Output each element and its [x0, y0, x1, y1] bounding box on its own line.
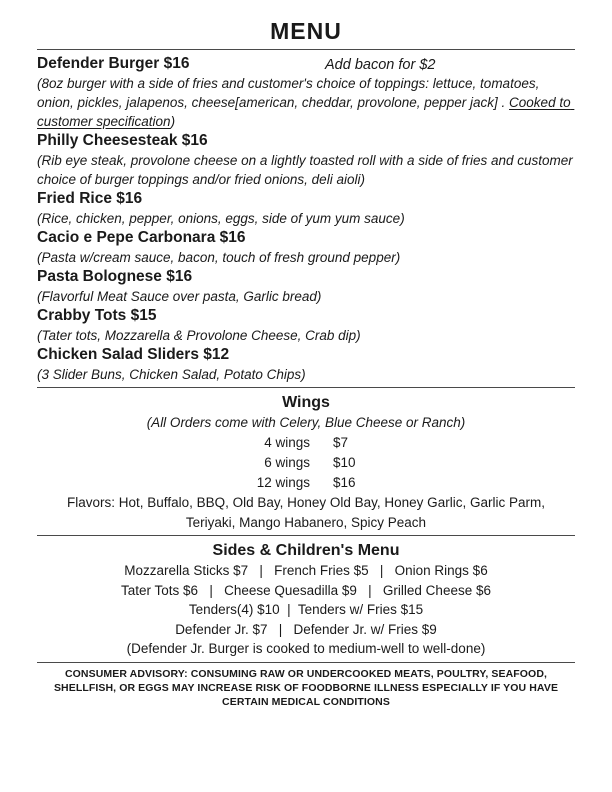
wings-flavors-line: Teriyaki, Mango Habanero, Spicy Peach — [185, 514, 427, 530]
item-name: Crabby Tots $15 — [37, 307, 157, 324]
wings-qty: 12 wings — [256, 475, 310, 490]
advisory-line: CERTAIN MEDICAL CONDITIONS — [222, 695, 390, 708]
menu-item — [37, 131, 575, 189]
item-name: Fried Rice $16 — [37, 190, 143, 207]
sides-line: (Defender Jr. Burger is cooked to medium-well to well-done) — [126, 641, 486, 656]
wings-price: $7 — [333, 435, 349, 450]
wings-price-table — [37, 433, 575, 493]
consumer-advisory — [37, 667, 575, 709]
wings-section — [37, 392, 575, 532]
item-desc-close: ) — [170, 114, 176, 129]
wings-price: $10 — [333, 455, 356, 470]
wings-flavors-line: Flavors: Hot, Buffalo, BBQ, Old Bay, Honey Old Bay, Honey Garlic, Garlic Parm, — [67, 495, 545, 510]
sides-line: Mozzarella Sticks $7 | French Fries $5 | Onion Rings $6 — [124, 563, 488, 578]
menu-item — [37, 267, 575, 306]
wings-title: Wings — [282, 394, 330, 411]
menu-item — [37, 189, 575, 228]
menu-item — [37, 228, 575, 267]
item-name: Cacio e Pepe Carbonara $16 — [37, 229, 246, 246]
item-description: (3 Slider Buns, Chicken Salad, Potato Chips) — [37, 367, 306, 382]
item-description: (Pasta w/cream sauce, bacon, touch of fresh ground pepper) — [37, 250, 401, 265]
menu-item — [37, 345, 575, 384]
divider-sides — [37, 535, 575, 536]
item-name: Defender Burger $16 — [37, 55, 190, 72]
wings-price: $16 — [333, 475, 356, 490]
page-title: MENU — [270, 18, 342, 44]
item-desc-text: (8oz burger with a side of fries and customer's choice of toppings: lettuce, tomatoes, onion, pickles, jalapenos, cheese[american, cheddar, provolone, pepper jack] . — [37, 76, 544, 110]
wings-qty: 4 wings — [264, 435, 310, 450]
item-addon-note: Add bacon for $2 — [325, 57, 436, 73]
sides-title: Sides & Children's Menu — [212, 542, 400, 559]
item-description — [37, 74, 575, 131]
divider-top — [37, 49, 575, 50]
advisory-line: CONSUMER ADVISORY: CONSUMING RAW OR UNDERCOOKED MEATS, POULTRY, SEAFOOD, — [64, 667, 548, 680]
item-description: (Tater tots, Mozzarella & Provolone Cheese, Crab dip) — [37, 328, 361, 343]
wings-qty: 6 wings — [264, 455, 310, 470]
item-description: (Rice, chicken, pepper, onions, eggs, side of yum yum sauce) — [37, 211, 405, 226]
menu-item — [37, 54, 575, 131]
item-description: (Rib eye steak, provolone cheese on a lightly toasted roll with a side of fries and customer choice of burger toppings and/or fried onions, deli aioli) — [37, 153, 577, 187]
sides-line: Tater Tots $6 | Cheese Quesadilla $9 | Grilled Cheese $6 — [121, 582, 491, 598]
advisory-line: SHELLFISH, OR EGGS MAY INCREASE RISK OF FOODBORNE ILLNESS ESPECIALLY IF YOU HAVE — [53, 681, 559, 694]
sides-section — [37, 540, 575, 659]
item-description: (Flavorful Meat Sauce over pasta, Garlic bread) — [37, 289, 322, 304]
divider-wings — [37, 387, 575, 388]
divider-advisory — [37, 662, 575, 663]
item-name: Pasta Bolognese $16 — [37, 268, 193, 285]
item-name: Chicken Salad Sliders $12 — [37, 346, 230, 363]
menu-item — [37, 306, 575, 345]
item-name: Philly Cheesesteak $16 — [37, 132, 208, 149]
entrees-section — [37, 54, 575, 384]
wings-subtitle: (All Orders come with Celery, Blue Cheese or Ranch) — [146, 415, 466, 430]
item-desc-underlined: Cooked to customer specification — [37, 95, 575, 129]
sides-line: Defender Jr. $7 | Defender Jr. w/ Fries $9 — [175, 621, 437, 637]
sides-line: Tenders(4) $10 | Tenders w/ Fries $15 — [188, 602, 424, 617]
item-name-row — [37, 54, 575, 74]
